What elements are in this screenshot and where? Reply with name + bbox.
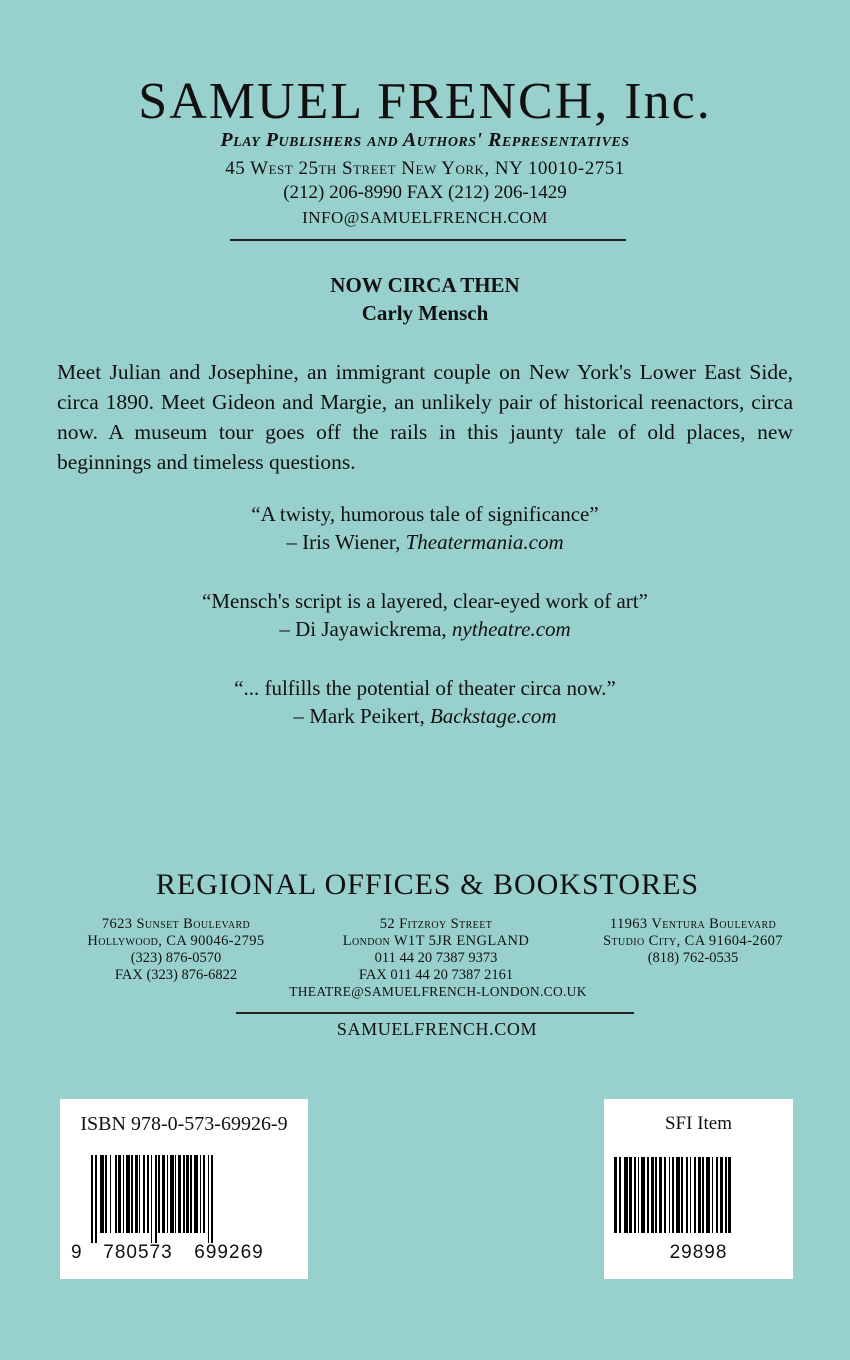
isbn-digits-right: 699269 bbox=[194, 1242, 264, 1263]
barcode-bar bbox=[659, 1157, 662, 1233]
barcode-bar bbox=[123, 1155, 124, 1233]
barcode-bar bbox=[672, 1157, 674, 1233]
isbn-barcode bbox=[91, 1155, 277, 1243]
review-quote bbox=[0, 674, 850, 730]
barcode-bar bbox=[712, 1157, 713, 1233]
quote-source: nytheatre.com bbox=[451, 617, 571, 641]
office-phone: (323) 876-0570 bbox=[130, 950, 222, 966]
office-fax: FAX (323) 876-6822 bbox=[114, 967, 238, 983]
barcode-bar bbox=[211, 1155, 213, 1243]
barcode-bar bbox=[647, 1157, 649, 1233]
review-quote bbox=[0, 500, 850, 556]
barcode-bar bbox=[614, 1157, 617, 1233]
barcode-bar bbox=[725, 1157, 727, 1233]
office-city: London W1T 5JR ENGLAND bbox=[342, 933, 530, 949]
barcode-bar bbox=[175, 1155, 176, 1233]
play-title: NOW CIRCA THEN bbox=[330, 273, 520, 297]
sfi-digits: 29898 bbox=[669, 1242, 728, 1263]
barcode-bar bbox=[706, 1157, 710, 1233]
barcode-bar bbox=[131, 1155, 133, 1233]
quote-source: Backstage.com bbox=[429, 704, 557, 728]
barcode-bar bbox=[624, 1157, 628, 1233]
quote-author: – Iris Wiener, bbox=[286, 530, 401, 554]
isbn-digits-left: 780573 bbox=[103, 1242, 173, 1263]
barcode-bar bbox=[183, 1155, 185, 1233]
sfi-barcode-label bbox=[604, 1099, 793, 1279]
barcode-bar bbox=[203, 1155, 205, 1233]
isbn-barcode-label bbox=[60, 1099, 308, 1279]
barcode-bar bbox=[158, 1155, 160, 1233]
publisher-address: 45 West 25th Street New York, NY 10010-2751 bbox=[225, 158, 625, 179]
barcode-bar bbox=[95, 1155, 97, 1243]
barcode-bar bbox=[147, 1155, 149, 1233]
barcode-bar bbox=[664, 1157, 666, 1233]
play-author: Carly Mensch bbox=[361, 301, 489, 325]
barcode-bar bbox=[698, 1157, 701, 1233]
barcode-bar bbox=[686, 1157, 688, 1233]
barcode-bar bbox=[126, 1155, 130, 1233]
barcode-bar bbox=[702, 1157, 704, 1233]
barcode-bar bbox=[638, 1157, 639, 1233]
barcode-bar bbox=[728, 1157, 731, 1233]
barcode-bar bbox=[167, 1155, 168, 1233]
barcode-bar bbox=[194, 1155, 198, 1233]
quote-attribution bbox=[0, 615, 850, 643]
publisher-website: SAMUELFRENCH.COM bbox=[336, 1019, 538, 1039]
barcode-bar bbox=[186, 1155, 189, 1233]
office-london bbox=[306, 916, 566, 984]
barcode-bar bbox=[170, 1155, 174, 1233]
barcode-bar bbox=[651, 1157, 654, 1233]
barcode-bar bbox=[634, 1157, 636, 1233]
barcode-bar bbox=[178, 1155, 181, 1233]
office-hollywood bbox=[46, 916, 306, 984]
barcode-bar bbox=[694, 1157, 696, 1233]
barcode-bar bbox=[681, 1157, 683, 1233]
barcode-bar bbox=[135, 1155, 138, 1233]
quote-attribution bbox=[0, 528, 850, 556]
office-phone: 011 44 20 7387 9373 bbox=[374, 950, 498, 966]
publisher-email: INFO@SAMUELFRENCH.COM bbox=[302, 208, 548, 227]
barcode-bar bbox=[720, 1157, 723, 1233]
barcode-bar bbox=[190, 1155, 192, 1233]
barcode-bar bbox=[105, 1155, 107, 1233]
header-divider bbox=[230, 239, 626, 241]
sfi-barcode bbox=[614, 1157, 782, 1235]
office-phone: (818) 762-0535 bbox=[647, 950, 739, 966]
barcode-bar bbox=[200, 1155, 201, 1233]
publisher-phone: (212) 206-8990 FAX (212) 206-1429 bbox=[283, 182, 567, 203]
isbn-digit-first: 9 bbox=[71, 1242, 82, 1263]
barcode-bar bbox=[655, 1157, 657, 1233]
quote-text: “A twisty, humorous tale of significance” bbox=[251, 502, 599, 526]
barcode-bar bbox=[115, 1155, 117, 1233]
office-london-email: THEATRE@SAMUELFRENCH-LONDON.CO.UK bbox=[289, 984, 587, 999]
publisher-name: SAMUEL FRENCH, Inc. bbox=[138, 73, 712, 130]
quote-source: Theatermania.com bbox=[405, 530, 564, 554]
office-street: 7623 Sunset Boulevard bbox=[101, 916, 251, 932]
barcode-bar bbox=[208, 1155, 209, 1243]
barcode-bar bbox=[162, 1155, 165, 1233]
barcode-bar bbox=[155, 1155, 157, 1243]
barcode-bar bbox=[151, 1155, 152, 1243]
barcode-bar bbox=[110, 1155, 111, 1233]
barcode-bar bbox=[690, 1157, 691, 1233]
quote-attribution bbox=[0, 702, 850, 730]
review-quote bbox=[0, 587, 850, 643]
offices-heading: REGIONAL OFFICES & BOOKSTORES bbox=[155, 868, 700, 901]
office-street: 52 Fitzroy Street bbox=[379, 916, 493, 932]
footer-divider bbox=[236, 1012, 634, 1014]
office-fax: FAX 011 44 20 7387 2161 bbox=[358, 967, 514, 983]
barcode-bar bbox=[143, 1155, 145, 1233]
isbn-text: ISBN 978-0-573-69926-9 bbox=[80, 1113, 288, 1135]
quote-author: – Mark Peikert, bbox=[293, 704, 425, 728]
barcode-bar bbox=[641, 1157, 645, 1233]
office-street: 11963 Ventura Boulevard bbox=[609, 916, 777, 932]
barcode-bar bbox=[100, 1155, 104, 1233]
publisher-tagline: Play Publishers and Authors' Representatives bbox=[220, 129, 630, 151]
barcode-bar bbox=[629, 1157, 632, 1233]
office-city: Hollywood, CA 90046-2795 bbox=[87, 933, 265, 949]
quote-author: – Di Jayawickrema, bbox=[279, 617, 447, 641]
office-studio-city bbox=[563, 916, 823, 967]
barcode-bar bbox=[716, 1157, 718, 1233]
barcode-bar bbox=[669, 1157, 670, 1233]
sfi-item-text: SFI Item bbox=[664, 1113, 733, 1134]
quote-text: “Mensch's script is a layered, clear-eyed work of art” bbox=[202, 589, 648, 613]
barcode-bar bbox=[118, 1155, 121, 1233]
barcode-bar bbox=[91, 1155, 93, 1243]
office-city: Studio City, CA 91604-2607 bbox=[603, 933, 783, 949]
quote-text: “... fulfills the potential of theater circa now.” bbox=[234, 676, 616, 700]
barcode-bar bbox=[139, 1155, 140, 1233]
barcode-bar bbox=[619, 1157, 621, 1233]
play-blurb: Meet Julian and Josephine, an immigrant couple on New York's Lower East Side, circa 1890. Meet Gideon and Margie, an unlikely pair of historical reenactors, circa now. A museum tour goes off the rails in this jaunty tale of old places, new beginnings and timeless questions. bbox=[57, 360, 793, 474]
barcode-bar bbox=[676, 1157, 680, 1233]
